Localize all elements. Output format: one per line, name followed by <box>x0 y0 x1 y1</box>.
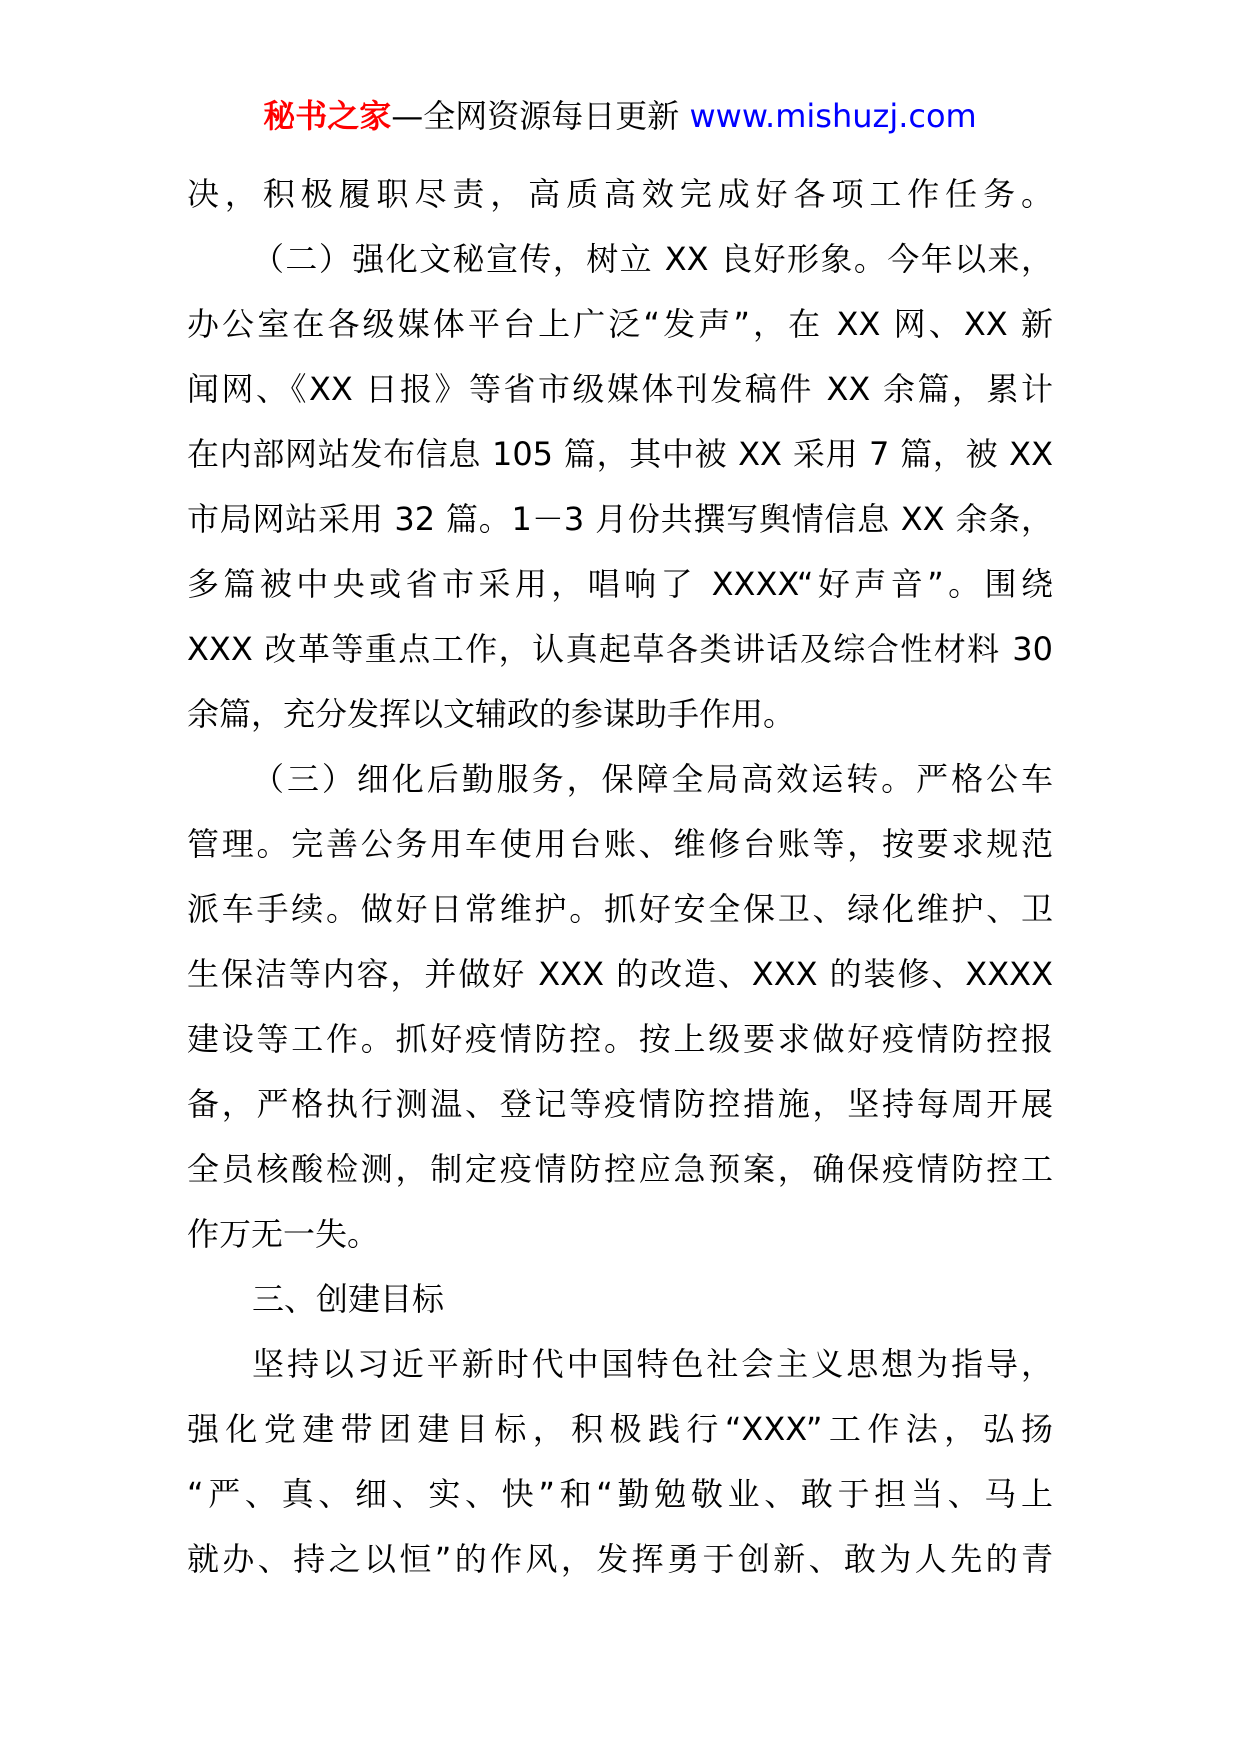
text-line: 生保洁等内容，并做好 XXX 的改造、XXX 的装修、XXXX <box>187 955 1053 993</box>
paragraph-heading-2: （二）强化文秘宣传，树立 XX 良好形象。今年以来， <box>252 240 1053 278</box>
paragraph-heading-3: （三）细化后勤服务，保障全局高效运转。严格公车 <box>252 760 1053 798</box>
text-line: 建设等工作。抓好疫情防控。按上级要求做好疫情防控报 <box>187 1020 1053 1058</box>
text-line: 办公室在各级媒体平台上广泛“发声”，在 XX 网、XX 新 <box>187 305 1053 343</box>
text-line: 管理。完善公务用车使用台账、维修台账等，按要求规范 <box>187 825 1053 863</box>
page-header <box>0 94 1240 138</box>
header-site-link[interactable]: www.mishuzj.com <box>689 97 977 135</box>
header-brand: 秘书之家 <box>263 97 392 135</box>
text-line: 全员核酸检测，制定疫情防控应急预案，确保疫情防控工 <box>187 1150 1053 1188</box>
text-line: 强化党建带团建目标，积极践行“XXX”工作法，弘扬 <box>187 1410 1053 1448</box>
text-line: 余篇，充分发挥以文辅政的参谋助手作用。 <box>187 695 796 733</box>
text-line: 备，严格执行测温、登记等疫情防控措施，坚持每周开展 <box>187 1085 1053 1123</box>
header-slogan: —全网资源每日更新 <box>391 97 680 135</box>
section-heading: 三、创建目标 <box>252 1280 445 1318</box>
text-line: 多篇被中央或省市采用，唱响了 XXXX“好声音”。围绕 <box>187 565 1053 603</box>
text-line: 决，积极履职尽责，高质高效完成好各项工作任务。 <box>187 175 1053 213</box>
text-line: “严、真、细、实、快”和“勤勉敬业、敢于担当、马上 <box>187 1475 1053 1513</box>
document-body <box>187 162 1053 1592</box>
text-line: 派车手续。做好日常维护。抓好安全保卫、绿化维护、卫 <box>187 890 1053 928</box>
text-line: 坚持以习近平新时代中国特色社会主义思想为指导， <box>252 1345 1053 1383</box>
text-line: 作万无一失。 <box>187 1215 380 1253</box>
text-line: 就办、持之以恒”的作风，发挥勇于创新、敢为人先的青 <box>187 1540 1053 1578</box>
text-line: 市局网站采用 32 篇。1－3 月份共撰写舆情信息 XX 余条， <box>187 500 1053 538</box>
text-line: 在内部网站发布信息 105 篇，其中被 XX 采用 7 篇，被 XX <box>187 435 1053 473</box>
text-line: XXX 改革等重点工作，认真起草各类讲话及综合性材料 30 <box>187 630 1053 668</box>
text-line: 闻网、《XX 日报》等省市级媒体刊发稿件 XX 余篇，累计 <box>187 370 1053 408</box>
